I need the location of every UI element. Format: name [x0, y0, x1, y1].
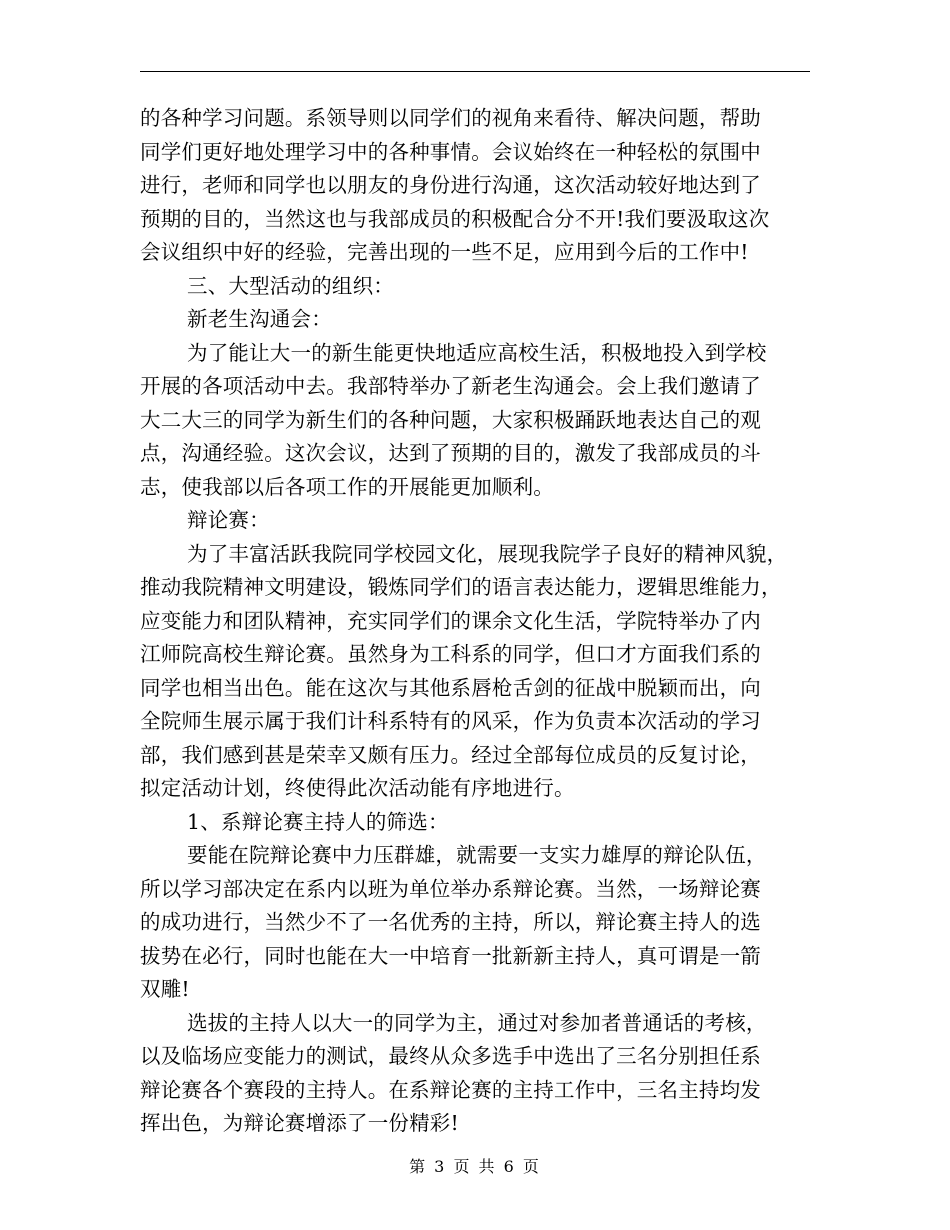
paragraph-start: 要能在院辩论赛中力压群雄，就需要一支实力雄厚的辩论队伍， — [187, 843, 767, 867]
text-line: 预期的目的，当然这也与我部成员的积极配合分不开!我们要汲取这次 — [140, 206, 770, 231]
text-line: 的各种学习问题。系领导则以同学们的视角来看待、解决问题，帮助 — [140, 106, 761, 130]
text-line: 的成功进行，当然少不了一名优秀的主持，所以，辩论赛主持人的选 — [140, 910, 761, 934]
text-line: 点，沟通经验。这次会议，达到了预期的目的，激发了我部成员的斗 — [140, 441, 761, 465]
text-line: 大二大三的同学为新生们的各种问题，大家积极踊跃地表达自己的观 — [140, 407, 761, 432]
subsection-heading: 1、系辩论赛主持人的筛选： — [187, 809, 449, 834]
text-line: 双雕! — [140, 977, 190, 1001]
paragraph-start: 为了丰富活跃我院同学校园文化，展现我院学子良好的精神风貌， — [187, 541, 788, 566]
text-line: 部，我们感到甚是荣幸又颇有压力。经过全部每位成员的反复讨论， — [140, 742, 761, 767]
document-body — [140, 102, 812, 1141]
text-line: 以及临场应变能力的测试，最终从众多选手中选出了三名分别担任系 — [140, 1044, 761, 1068]
text-line: 推动我院精神文明建设，锻炼同学们的语言表达能力，逻辑思维能力， — [140, 575, 782, 599]
paragraph-start: 为了能让大一的新生能更快地适应高校生活，积极地投入到学校 — [187, 340, 767, 365]
paragraph-start: 选拔的主持人以大一的同学为主，通过对参加者普通话的考核， — [187, 1010, 767, 1035]
subsection-heading: 辩论赛： — [187, 508, 270, 532]
text-line: 进行，老师和同学也以朋友的身份进行沟通，这次活动较好地达到了 — [140, 173, 761, 197]
text-line: 会议组织中好的经验，完善出现的一些不足，应用到今后的工作中! — [140, 240, 749, 264]
page-footer: 第 3 页 共 6 页 — [409, 1157, 541, 1176]
text-line: 所以学习部决定在系内以班为单位举办系辩论赛。当然，一场辩论赛 — [140, 876, 761, 901]
text-line: 同学们更好地处理学习中的各种事情。会议始终在一种轻松的氛围中 — [140, 139, 761, 164]
text-line: 开展的各项活动中去。我部特举办了新老生沟通会。会上我们邀请了 — [140, 374, 761, 398]
text-line: 辩论赛各个赛段的主持人。在系辩论赛的主持工作中，三名主持均发 — [140, 1077, 761, 1102]
text-line: 拔势在必行，同时也能在大一中培育一批新新主持人，真可谓是一箭 — [140, 943, 761, 968]
text-line: 江师院高校生辩论赛。虽然身为工科系的同学，但口才方面我们系的 — [140, 642, 761, 666]
section-heading: 三、大型活动的组织： — [187, 273, 394, 298]
subsection-heading: 新老生沟通会： — [187, 307, 332, 331]
text-line: 挥出色，为辩论赛增添了一份精彩! — [140, 1111, 459, 1135]
header-rule — [140, 71, 810, 72]
text-line: 拟定活动计划，终使得此次活动能有序地进行。 — [140, 776, 575, 800]
text-line: 应变能力和团队精神，充实同学们的课余文化生活，学院特举办了内 — [140, 608, 761, 633]
text-line: 志，使我部以后各项工作的开展能更加顺利。 — [140, 474, 554, 499]
text-line: 全院师生展示属于我们计科系特有的风采，作为负责本次活动的学习 — [140, 709, 761, 733]
text-line: 同学也相当出色。能在这次与其他系唇枪舌剑的征战中脱颖而出，向 — [140, 675, 761, 700]
